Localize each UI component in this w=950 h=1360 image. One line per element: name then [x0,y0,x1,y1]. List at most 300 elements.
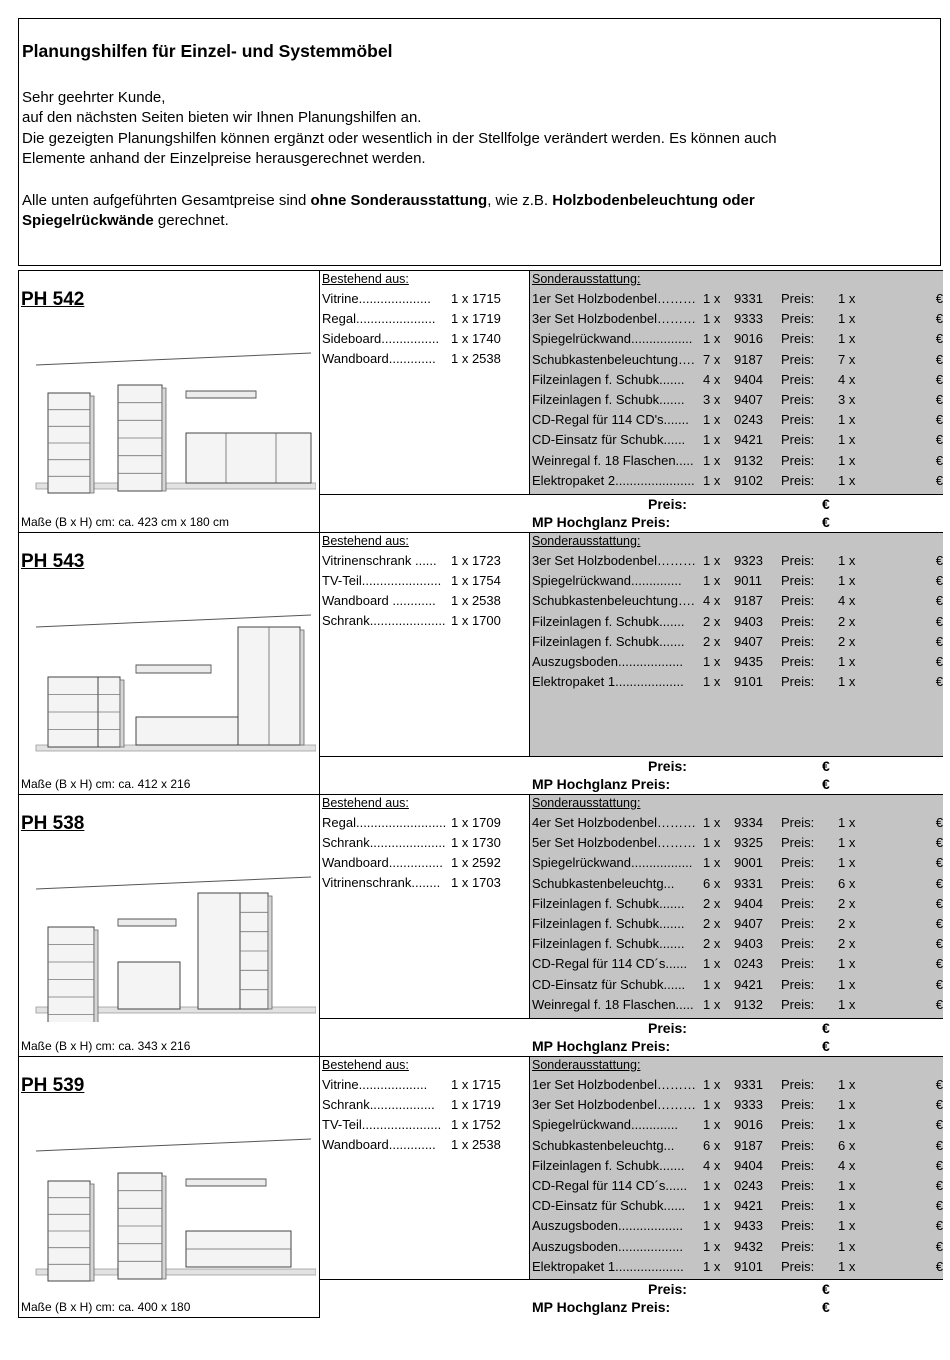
extra-price-label: Preis: [781,1117,815,1133]
part-row [320,835,529,855]
extra-name: 3er Set Holzbodenbel……… [532,1097,697,1113]
mp-price-euro: € [822,776,830,792]
extra-article: 9435 [734,654,763,669]
euro-sign: € [935,452,943,468]
part-row [320,331,529,351]
extra-qty-2: 7 x [838,351,856,367]
part-name: Schrank.................. [322,1097,435,1112]
extra-name: Filzeinlagen f. Schubk....... [532,633,685,649]
drawing-stroke [300,630,304,745]
extra-name: CD-Einsatz für Schubk...... [532,1198,686,1214]
extra-article: 9404 [734,371,763,387]
extra-name: Filzeinlagen f. Schubk....... [532,895,685,911]
extra-name: Spiegelrückwand................. [532,855,693,871]
extra-article: 9101 [734,1258,763,1274]
extra-name: Filzeinlagen f. Schubk....... [532,936,685,952]
extra-article: 9187 [734,351,763,367]
extra-qty: 1 x [703,1198,721,1214]
extra-qty: 1 x [703,472,721,488]
intro-box [18,18,941,266]
extra-qty: 1 x [703,331,721,347]
extra-qty-2: 6 x [838,1137,856,1153]
part-qty: 1 x 1700 [451,613,501,628]
extra-row [530,593,943,613]
extra-row [530,473,943,493]
dimensions-label: Maße (B x H) cm: ca. 423 cm x 180 cm [21,515,230,529]
extra-price-label: Preis: [781,472,815,488]
extra-qty-2: 1 x [838,855,856,871]
extra-price-label: Preis: [781,916,815,931]
part-qty: 1 x 2538 [451,593,501,608]
furniture-drawing [26,1109,316,1284]
extra-name: CD-Regal für 114 CD´s...... [532,1178,688,1193]
drawing-stroke [48,927,94,1022]
price-summary [320,1018,943,1057]
extra-qty-2: 2 x [838,936,856,952]
extra-article: 9333 [734,311,763,327]
extra-article: 9102 [734,472,763,488]
plan-code: PH 539 [21,1075,85,1096]
plan-section [18,795,943,1057]
extra-qty: 1 x [703,996,721,1012]
extra-article: 9433 [734,1218,763,1234]
drawing-stroke [118,962,180,1009]
extra-name: Schubkastenbeleuchtg... [532,875,675,891]
euro-sign: € [935,1218,943,1234]
extra-price-label: Preis: [781,432,815,448]
euro-sign: € [935,351,943,367]
extra-qty-2: 4 x [838,593,856,609]
extra-article: 9334 [734,815,763,830]
extra-article: 9101 [734,674,763,690]
part-row [320,553,529,573]
part-name: Vitrinenschrank........ [322,875,441,890]
price-summary [320,1279,943,1318]
drawing-stroke [36,615,311,627]
extra-qty: 4 x [703,371,721,387]
extra-qty: 2 x [703,936,721,952]
extra-name: Filzeinlagen f. Schubk....... [532,613,685,629]
extra-name: 1er Set Holzbodenbel……… [532,291,697,306]
total-price-euro: € [822,496,830,512]
extra-row [530,876,943,896]
extra-qty: 1 x [703,835,721,851]
extra-price-label: Preis: [781,1258,815,1274]
extra-price-label: Preis: [781,593,815,609]
extra-article: 9403 [734,613,763,629]
euro-sign: € [935,1137,943,1153]
drawing-stroke [36,877,311,889]
extra-article: 9325 [734,835,763,851]
part-qty: 1 x 1719 [451,1097,501,1112]
drawing-stroke [186,433,311,483]
part-qty: 1 x 1709 [451,815,501,830]
extra-row [530,614,943,634]
extra-article: 9333 [734,1097,763,1113]
part-row [320,815,529,835]
euro-sign: € [935,674,943,690]
euro-sign: € [935,371,943,387]
extra-qty: 1 x [703,452,721,468]
extra-row [530,1097,943,1117]
extra-name: Auszugsboden.................. [532,654,684,669]
part-name: Wandboard ............ [322,593,436,608]
extra-qty-2: 1 x [838,553,856,568]
extra-qty: 2 x [703,895,721,911]
extra-price-label: Preis: [781,1218,815,1234]
extra-name: Filzeinlagen f. Schubk....... [532,916,685,931]
extra-article: 9421 [734,1198,763,1214]
extra-name: CD-Regal für 114 CD's....... [532,412,689,428]
euro-sign: € [935,412,943,428]
dimensions-label: Maße (B x H) cm: ca. 400 x 180 [21,1300,191,1314]
extra-row [530,1239,943,1259]
extra-qty-2: 1 x [838,291,856,306]
extra-name: Elektropaket 2...................... [532,472,695,488]
extra-article: 9187 [734,1137,763,1153]
extra-qty-2: 1 x [838,472,856,488]
total-price-euro: € [822,758,830,774]
extra-row [530,1218,943,1238]
extra-qty-2: 1 x [838,1117,856,1133]
drawing-stroke [186,1179,266,1186]
part-qty: 1 x 1715 [451,1077,501,1092]
drawing-stroke [186,391,256,398]
intro-note: Alle unten aufgeführten Gesamtpreise sind ohne Sonderausstattung, wie z.B. Holzbodenbeleuchtung oder [22,191,755,209]
image-column [18,271,320,533]
drawing-stroke [90,1184,94,1281]
plan-code: PH 542 [21,289,85,310]
extra-qty-2: 2 x [838,916,856,931]
extra-name: Auszugsboden.................. [532,1238,684,1254]
total-price-label: Preis: [648,1281,687,1297]
extra-price-label: Preis: [781,1077,815,1092]
extra-price-label: Preis: [781,351,815,367]
extra-price-label: Preis: [781,976,815,992]
extra-row [530,674,943,694]
extra-row [530,855,943,875]
total-price-label: Preis: [648,496,687,512]
euro-sign: € [935,553,943,568]
extra-price-label: Preis: [781,855,815,871]
extra-qty-2: 4 x [838,371,856,387]
extra-row [530,654,943,674]
euro-sign: € [935,1238,943,1254]
mp-price-label: MP Hochglanz Preis: [532,514,671,530]
euro-sign: € [935,1077,943,1092]
extra-name: Spiegelrückwand............. [532,1117,678,1133]
extra-name: Filzeinlagen f. Schubk....... [532,392,685,407]
part-row [320,1097,529,1117]
extra-qty: 1 x [703,1097,721,1113]
extra-qty-2: 1 x [838,432,856,448]
part-row [320,1117,529,1137]
extra-row [530,1198,943,1218]
extra-name: Filzeinlagen f. Schubk....... [532,1157,685,1173]
extra-price-label: Preis: [781,1238,815,1254]
extra-qty-2: 6 x [838,875,856,891]
extra-price-label: Preis: [781,895,815,911]
part-qty: 1 x 1752 [451,1117,501,1132]
extra-name: Spiegelrückwand.............. [532,573,682,589]
part-name: TV-Teil...................... [322,1117,442,1132]
extra-qty-2: 3 x [838,392,856,407]
extra-qty-2: 1 x [838,1258,856,1274]
page-title: Planungshilfen für Einzel- und Systemmöbel [22,41,393,61]
euro-sign: € [935,835,943,851]
extra-price-label: Preis: [781,573,815,589]
furniture-drawing [26,585,316,760]
price-summary [320,494,943,533]
part-row [320,875,529,895]
extra-qty: 1 x [703,1077,721,1092]
euro-sign: € [935,613,943,629]
extra-article: 9421 [734,432,763,448]
extra-qty: 1 x [703,815,721,830]
extra-qty-2: 1 x [838,1218,856,1234]
extras-header: Sonderausstattung: [532,796,641,810]
euro-sign: € [935,916,943,931]
extra-qty: 1 x [703,291,721,306]
extra-price-label: Preis: [781,412,815,428]
part-qty: 1 x 1754 [451,573,501,588]
furniture-drawing [26,323,316,498]
extra-qty-2: 2 x [838,633,856,649]
euro-sign: € [935,895,943,911]
extra-qty-2: 1 x [838,1178,856,1193]
extra-qty: 1 x [703,553,721,568]
extra-price-label: Preis: [781,815,815,830]
extra-qty: 2 x [703,613,721,629]
extra-article: 9132 [734,996,763,1012]
total-price-euro: € [822,1020,830,1036]
extra-price-label: Preis: [781,311,815,327]
part-row [320,613,529,633]
part-row [320,311,529,331]
part-name: TV-Teil...................... [322,573,442,588]
extra-row [530,553,943,573]
image-column [18,533,320,795]
part-row [320,1077,529,1097]
extra-qty-2: 1 x [838,331,856,347]
euro-sign: € [935,996,943,1012]
drawing-stroke [162,1176,166,1279]
part-row [320,593,529,613]
extra-article: 0243 [734,1178,763,1193]
plan-section [18,271,943,533]
euro-sign: € [935,1198,943,1214]
extra-qty: 1 x [703,432,721,448]
extra-name: 4er Set Holzbodenbel……… [532,815,697,830]
extra-qty-2: 1 x [838,452,856,468]
part-qty: 1 x 1740 [451,331,501,346]
extra-price-label: Preis: [781,1097,815,1113]
extra-qty: 1 x [703,412,721,428]
plan-section [18,1057,943,1318]
dimensions-label: Maße (B x H) cm: ca. 412 x 216 [21,777,191,791]
total-price-label: Preis: [648,758,687,774]
extra-name: Auszugsboden.................. [532,1218,684,1234]
extra-qty: 6 x [703,875,721,891]
extra-article: 9407 [734,392,763,407]
extra-qty: 4 x [703,1157,721,1173]
extra-price-label: Preis: [781,674,815,690]
extra-row [530,977,943,997]
extra-qty: 1 x [703,311,721,327]
intro-line: Die gezeigten Planungshilfen können ergänzt oder wesentlich in der Stellfolge verändert werden. Es können auch [22,129,777,147]
part-row [320,573,529,593]
extra-row [530,311,943,331]
extra-article: 9404 [734,1157,763,1173]
extra-name: Schubkastenbeleuchtung…. [532,593,695,609]
extra-qty-2: 1 x [838,654,856,669]
part-name: Wandboard............... [322,855,443,870]
extra-row [530,1158,943,1178]
extra-row [530,392,943,412]
euro-sign: € [935,593,943,609]
extra-qty: 1 x [703,573,721,589]
extra-price-label: Preis: [781,1157,815,1173]
plan-section [18,533,943,795]
extra-qty: 1 x [703,674,721,690]
euro-sign: € [935,311,943,327]
extra-qty-2: 2 x [838,895,856,911]
euro-sign: € [935,936,943,952]
extra-name: Schubkastenbeleuchtg... [532,1137,675,1153]
extra-row [530,352,943,372]
extra-row [530,1117,943,1137]
mp-price-label: MP Hochglanz Preis: [532,1038,671,1054]
extra-qty: 6 x [703,1137,721,1153]
extra-row [530,936,943,956]
extra-qty: 1 x [703,1117,721,1133]
extra-row [530,896,943,916]
part-name: Wandboard............. [322,351,436,366]
extra-name: 5er Set Holzbodenbel……… [532,835,697,851]
total-price-label: Preis: [648,1020,687,1036]
extra-qty-2: 1 x [838,311,856,327]
euro-sign: € [935,654,943,669]
part-name: Sideboard................ [322,331,440,346]
drawing-stroke [90,396,94,493]
extra-qty: 7 x [703,351,721,367]
part-qty: 1 x 1715 [451,291,501,306]
extra-name: Elektropaket 1................... [532,1258,684,1274]
euro-sign: € [935,331,943,347]
dimensions-label: Maße (B x H) cm: ca. 343 x 216 [21,1039,191,1053]
part-qty: 1 x 1703 [451,875,501,890]
extra-qty-2: 2 x [838,613,856,629]
extra-price-label: Preis: [781,392,815,407]
drawing-stroke [94,930,98,1022]
extra-qty: 2 x [703,916,721,931]
extra-qty-2: 1 x [838,976,856,992]
extra-price-label: Preis: [781,654,815,669]
extra-row [530,432,943,452]
part-qty: 1 x 1719 [451,311,501,326]
extra-price-label: Preis: [781,1198,815,1214]
part-row [320,291,529,311]
extra-price-label: Preis: [781,291,815,306]
extra-name: CD-Regal für 114 CD´s...... [532,956,688,972]
extra-article: 9403 [734,936,763,952]
parts-header: Bestehend aus: [322,1058,409,1072]
mp-price-euro: € [822,1038,830,1054]
extra-name: 1er Set Holzbodenbel……… [532,1077,697,1092]
drawing-stroke [118,919,176,926]
part-row [320,351,529,371]
extra-article: 9323 [734,553,763,568]
extra-qty-2: 1 x [838,573,856,589]
extra-row [530,412,943,432]
extra-price-label: Preis: [781,613,815,629]
extra-article: 9011 [734,573,762,589]
parts-header: Bestehend aus: [322,534,409,548]
drawing-stroke [36,353,311,365]
euro-sign: € [935,1178,943,1193]
part-name: Vitrine.................... [322,291,431,306]
extra-price-label: Preis: [781,1137,815,1153]
drawing-stroke [120,680,124,747]
euro-sign: € [935,1097,943,1113]
part-qty: 1 x 2592 [451,855,501,870]
euro-sign: € [935,815,943,830]
extra-row [530,291,943,311]
euro-sign: € [935,291,943,306]
extra-row [530,835,943,855]
furniture-drawing [26,847,316,1022]
extra-row [530,997,943,1017]
extra-qty-2: 1 x [838,1238,856,1254]
drawing-stroke [268,896,272,1009]
extra-row [530,916,943,936]
extra-qty-2: 1 x [838,1077,856,1092]
extra-row [530,1138,943,1158]
part-name: Regal...................... [322,311,436,326]
part-qty: 1 x 2538 [451,1137,501,1152]
drawing-stroke [136,717,251,745]
extra-article: 9404 [734,895,763,911]
plan-code: PH 543 [21,551,85,572]
extra-qty: 3 x [703,392,721,407]
euro-sign: € [935,472,943,488]
extra-qty-2: 1 x [838,835,856,851]
extra-article: 0243 [734,956,763,972]
extra-qty-2: 1 x [838,996,856,1012]
extra-name: CD-Einsatz für Schubk...... [532,976,686,992]
extra-name: 3er Set Holzbodenbel……… [532,311,697,327]
euro-sign: € [935,573,943,589]
extra-article: 9331 [734,291,763,306]
extra-name: Filzeinlagen f. Schubk....... [532,371,685,387]
extra-price-label: Preis: [781,1178,815,1193]
part-name: Regal......................... [322,815,447,830]
extra-qty: 1 x [703,855,721,871]
extra-qty: 1 x [703,1238,721,1254]
drawing-stroke [136,665,211,673]
extra-name: 3er Set Holzbodenbel……… [532,553,697,568]
extra-qty: 1 x [703,1178,721,1193]
extra-price-label: Preis: [781,996,815,1012]
extra-qty: 4 x [703,593,721,609]
mp-price-euro: € [822,1299,830,1315]
euro-sign: € [935,1157,943,1173]
extra-price-label: Preis: [781,936,815,952]
extra-qty: 1 x [703,976,721,992]
extra-article: 9331 [734,875,763,891]
part-name: Schrank..................... [322,835,446,850]
extra-qty-2: 1 x [838,674,856,690]
